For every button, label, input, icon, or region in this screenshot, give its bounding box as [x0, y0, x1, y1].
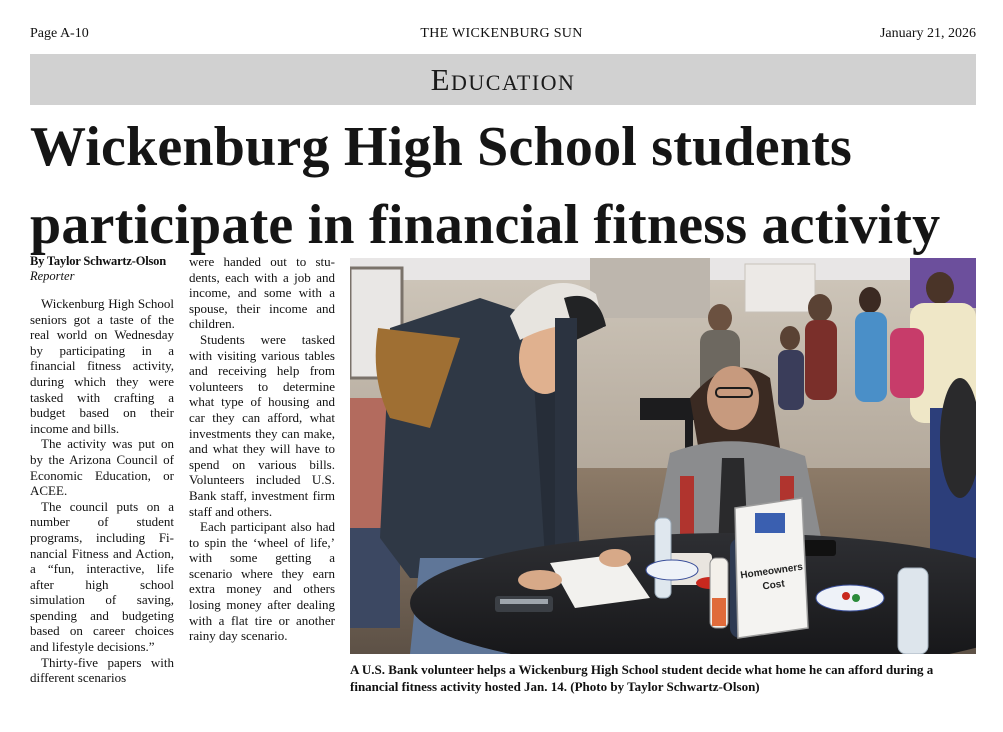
newspaper-name: THE WICKENBURG SUN [420, 26, 583, 41]
sign-text-line-1: Homeowners [739, 561, 804, 582]
section-title: Education [430, 61, 576, 97]
paragraph: Each participant also had to spin the ‘wheel of life,’ with some getting a scenario where they earn extra money and others losing money after dealing with a flat tire or another rainy day scenario. [189, 519, 335, 644]
page-number: Page A-10 [30, 26, 89, 41]
issue-date: January 21, 2026 [879, 26, 976, 41]
paragraph: The council puts on a number of student programs, including Financial Fitness and Action, a “fun, interactive, life after high school simulation of saving, spending and budgeting based on career choices and lifestyle decisions.” [30, 498, 174, 655]
byline-role: Reporter [30, 269, 75, 283]
headline [30, 108, 990, 264]
article-column-2 [189, 254, 335, 644]
article-column-1 [30, 254, 174, 686]
paragraph: Students were tasked with visiting various tables and receiving help from volunteers to determine what type of housing and car they can afford, what investments they can make, and what they will have to spend on various bills. Volunteers included U.S. Bank staff, investment firm staff and others. [189, 331, 335, 519]
section-banner [30, 54, 976, 105]
article-photo [350, 258, 976, 654]
photo-caption: A U.S. Bank volunteer helps a Wickenburg High School student decide what home he can afford during a financial fitness activity hosted Jan. 14. (Photo by Taylor Schwartz-Olson) [350, 662, 934, 694]
sign-text-line-2: Cost [761, 578, 786, 593]
headline-line-2: participate in financial fitness activity [30, 194, 941, 256]
byline-author: By Taylor Schwartz-Olson [30, 254, 166, 268]
paragraph: Thirty-five papers with different scenarios [30, 654, 174, 686]
paragraph: Wickenburg High School seniors got a taste of the real world on Wednesday by participating in a financial fitness activity, during which they were tasked with crafting a budget based on their income and bills. [30, 296, 174, 436]
paragraph: The activity was put on by the Arizona Council of Economic Education, or ACEE. [30, 436, 174, 499]
paragraph: were handed out to students, each with a job and income, and some with a spouse, their income and children. [189, 254, 335, 332]
headline-line-1: Wickenburg High School students [30, 116, 853, 178]
